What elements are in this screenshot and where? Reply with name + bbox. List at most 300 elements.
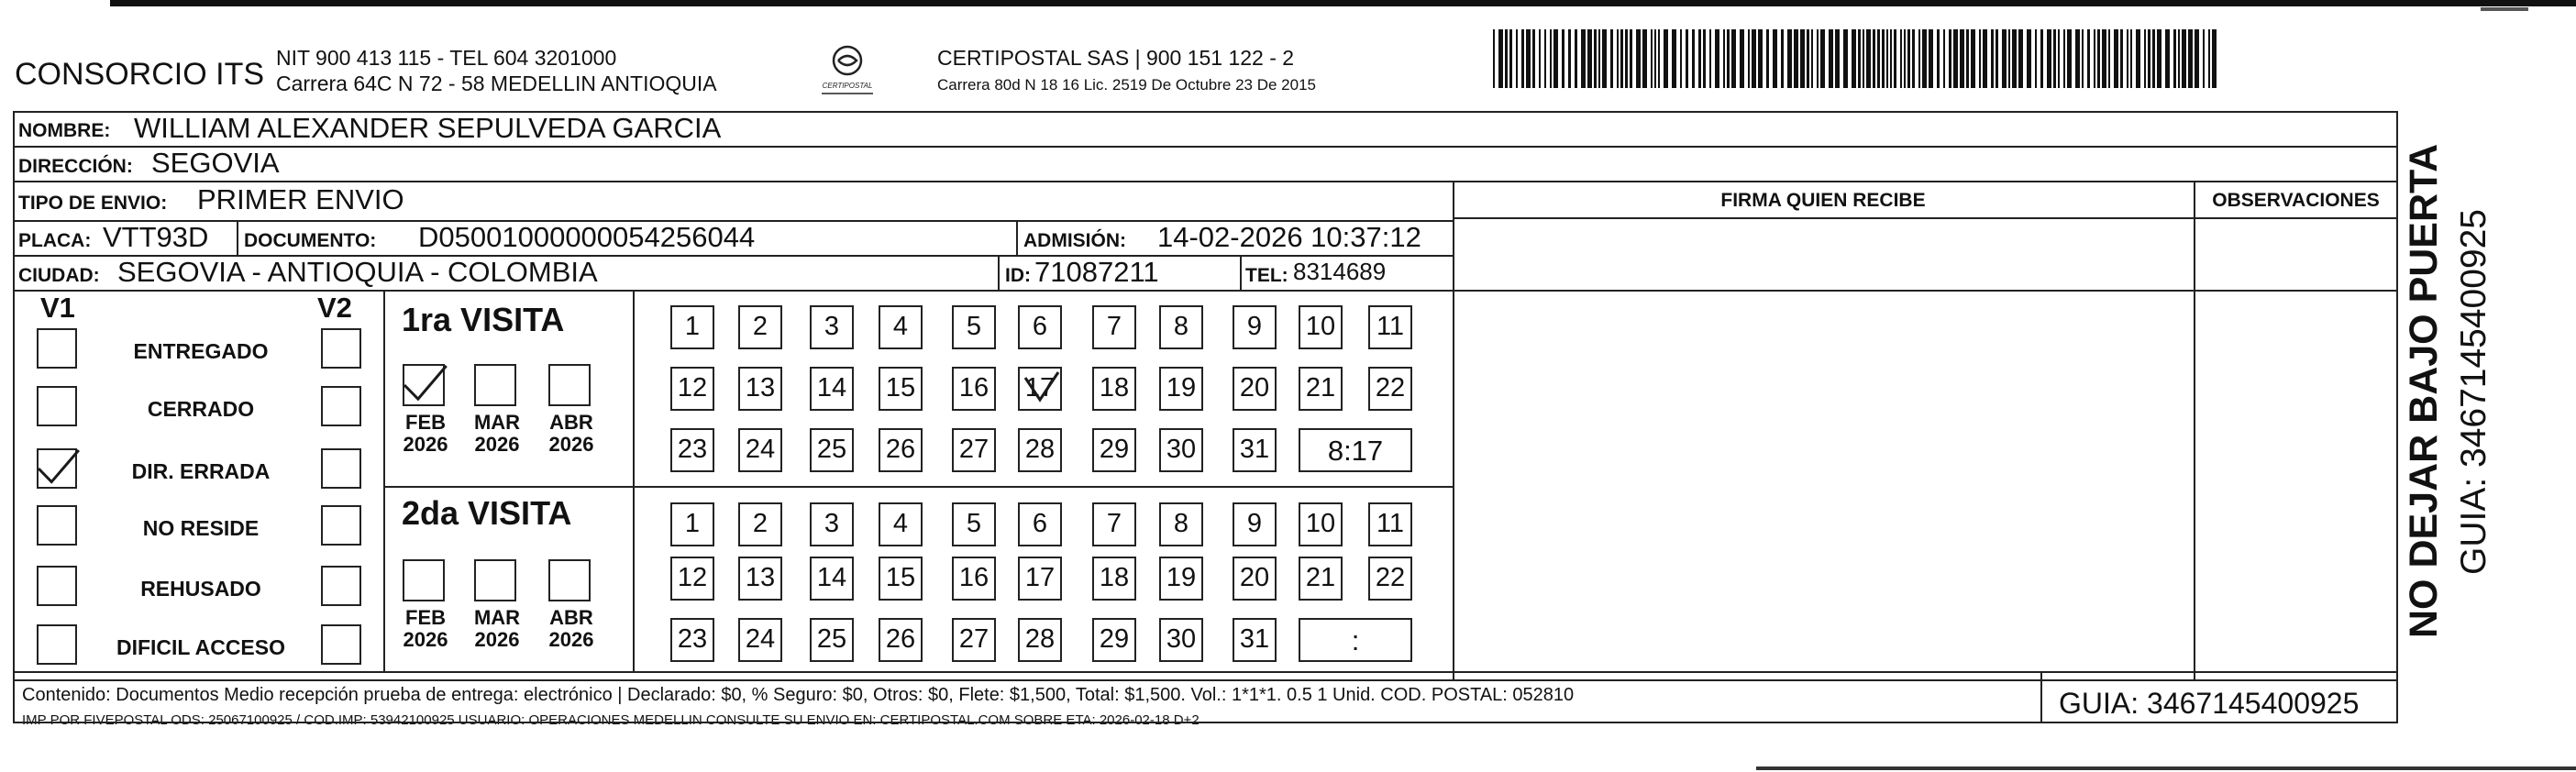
first-visit-month-year: 2026: [403, 433, 448, 456]
first-visit-month-year: 2026: [474, 433, 520, 456]
second-visit-month-year: 2026: [403, 628, 448, 651]
barcode-bar: [2114, 29, 2118, 88]
barcode-bar: [2082, 29, 2084, 88]
footer-guia: GUIA: 3467145400925: [2059, 687, 2360, 720]
barcode-bar: [1731, 29, 1736, 88]
first-visit-day-box[interactable]: [1092, 367, 1136, 411]
barcode-bar: [2130, 29, 2132, 88]
v1-checkbox[interactable]: [37, 624, 77, 665]
second-visit-day-box[interactable]: [1092, 502, 1136, 546]
v2-checkbox[interactable]: [321, 328, 361, 369]
barcode-bar: [1918, 29, 1920, 88]
first-visit-day-box[interactable]: [810, 367, 854, 411]
barcode-bar: [1953, 29, 1958, 88]
nombre-value: WILLIAM ALEXANDER SEPULVEDA GARCIA: [134, 112, 722, 144]
barcode-bar: [2127, 29, 2128, 88]
day-number: 31: [1239, 624, 1270, 654]
barcode-bar: [2027, 29, 2031, 88]
barcode: [1493, 29, 2220, 88]
tipo-envio-value: PRIMER ENVIO: [197, 183, 404, 215]
first-visit-day-box[interactable]: [670, 428, 714, 472]
ciudad-label: CIUDAD:: [18, 265, 100, 286]
check-mark-icon: [401, 360, 450, 410]
day-number: 21: [1305, 373, 1336, 403]
barcode-bar: [1852, 29, 1856, 88]
check-mark-icon: [1020, 369, 1064, 413]
barcode-bar: [2067, 29, 2072, 88]
second-visit-day-box[interactable]: [879, 502, 923, 546]
barcode-bar: [1843, 29, 1848, 88]
day-number: 4: [892, 312, 909, 341]
first-visit-day-box[interactable]: [879, 305, 923, 349]
barcode-bar: [1532, 29, 1535, 88]
barcode-bar: [1493, 29, 1495, 88]
barcode-bar: [1610, 29, 1613, 88]
address-line: Carrera 64C N 72 - 58 MEDELLIN ANTIOQUIA: [276, 72, 717, 95]
barcode-bar: [2012, 29, 2017, 88]
second-visit-day-box[interactable]: [810, 557, 854, 601]
barcode-bar: [1539, 29, 1541, 88]
barcode-bar: [1516, 29, 1518, 88]
first-visit-day-box[interactable]: [952, 367, 996, 411]
day-number: 13: [745, 373, 776, 403]
barcode-bar: [1781, 29, 1784, 88]
documento-label: DOCUMENTO:: [244, 230, 377, 251]
barcode-bar: [1686, 29, 1688, 88]
barcode-bar: [2208, 29, 2210, 88]
barcode-bar: [2178, 29, 2180, 88]
barcode-bar: [1703, 29, 1706, 88]
barcode-bar: [1979, 29, 1981, 88]
day-number: 8: [1173, 509, 1189, 538]
barcode-bar: [2063, 29, 2065, 88]
day-number: 29: [1099, 435, 1130, 464]
v2-checkbox[interactable]: [321, 624, 361, 665]
second-visit-day-box[interactable]: [670, 557, 714, 601]
barcode-bar: [1594, 29, 1597, 88]
barcode-bar: [1807, 29, 1809, 88]
barcode-bar: [2053, 29, 2056, 88]
barcode-bar: [1562, 29, 1564, 88]
second-visit-month-name: FEB: [405, 606, 446, 629]
day-number: 24: [745, 435, 776, 464]
status-label: NO RESIDE: [142, 516, 260, 540]
second-visit-day-box[interactable]: [1159, 502, 1203, 546]
day-number: 15: [885, 563, 916, 592]
second-visit-day-box[interactable]: [670, 502, 714, 546]
barcode-bar: [1553, 29, 1558, 88]
v2-header: V2: [317, 292, 352, 324]
second-visit-day-box[interactable]: [1018, 557, 1062, 601]
second-visit-day-box[interactable]: [952, 557, 996, 601]
day-number: 28: [1024, 435, 1056, 464]
barcode-bar: [1937, 29, 1940, 88]
tel-label: TEL:: [1245, 265, 1288, 286]
v2-checkbox[interactable]: [321, 566, 361, 606]
v1-header: V1: [40, 292, 75, 324]
barcode-bar: [1820, 29, 1825, 88]
barcode-bar: [1498, 29, 1503, 88]
barcode-bar: [2148, 29, 2150, 88]
barcode-bar: [2075, 29, 2080, 88]
first-visit-day-box[interactable]: [738, 428, 782, 472]
nombre-label: NOMBRE:: [18, 120, 111, 141]
barcode-bar: [1692, 29, 1695, 88]
v2-checkbox[interactable]: [321, 505, 361, 546]
barcode-bar: [1858, 29, 1861, 88]
first-visit-day-box[interactable]: [1233, 428, 1277, 472]
first-visit-month-name: FEB: [405, 411, 446, 434]
day-number: 20: [1239, 563, 1270, 592]
barcode-bar: [1727, 29, 1730, 88]
status-label: DIFICIL ACCESO: [116, 635, 285, 659]
barcode-bar: [1625, 29, 1628, 88]
observaciones-header: OBSERVACIONES: [2212, 190, 2380, 211]
second-visit-day-box[interactable]: [952, 618, 996, 662]
first-visit-day-box[interactable]: [1368, 305, 1412, 349]
first-visit-month-year: 2026: [548, 433, 594, 456]
barcode-bar: [2182, 29, 2186, 88]
day-number: 18: [1099, 373, 1130, 403]
first-visit-day-box[interactable]: [879, 428, 923, 472]
day-number: 19: [1166, 373, 1197, 403]
day-number: 16: [958, 563, 989, 592]
v1-checkbox[interactable]: [37, 386, 77, 426]
second-visit-day-box[interactable]: [670, 618, 714, 662]
scan-edge-top: [110, 0, 2576, 6]
second-visit-month-year: 2026: [548, 628, 594, 651]
first-visit-day-box[interactable]: [1159, 367, 1203, 411]
barcode-bar: [2165, 29, 2170, 88]
first-visit-day-box[interactable]: [1299, 305, 1343, 349]
barcode-bar: [2094, 29, 2095, 88]
day-number: 9: [1246, 312, 1263, 341]
barcode-bar: [1900, 29, 1902, 88]
barcode-bar: [1709, 29, 1711, 88]
barcode-bar: [1617, 29, 1619, 88]
barcode-bar: [1698, 29, 1701, 88]
status-label: DIR. ERRADA: [131, 459, 271, 483]
first-visit-day-box[interactable]: [810, 305, 854, 349]
barcode-bar: [1752, 29, 1756, 88]
day-number: 23: [677, 624, 708, 654]
second-visit-day-box[interactable]: [1368, 502, 1412, 546]
certipostal-line1: CERTIPOSTAL SAS | 900 151 122 - 2: [937, 46, 1295, 70]
first-visit-day-box[interactable]: [738, 305, 782, 349]
barcode-bar: [1758, 29, 1763, 88]
barcode-bar: [1630, 29, 1632, 88]
day-number: 19: [1166, 563, 1197, 592]
first-visit-day-box[interactable]: [1159, 305, 1203, 349]
second-visit-month-box[interactable]: [474, 559, 516, 601]
barcode-bar: [1886, 29, 1888, 88]
barcode-bar: [1748, 29, 1750, 88]
second-visit-month-box[interactable]: [403, 559, 445, 601]
barcode-bar: [1568, 29, 1571, 88]
second-visit-day-box[interactable]: [879, 618, 923, 662]
day-number: 10: [1305, 509, 1336, 538]
check-mark-icon: [35, 445, 83, 492]
barcode-bar: [1811, 29, 1813, 88]
barcode-bar: [1863, 29, 1864, 88]
barcode-bar: [1740, 29, 1744, 88]
day-number: 27: [958, 624, 989, 654]
day-number: 26: [885, 435, 916, 464]
day-number: 6: [1032, 509, 1048, 538]
day-number: 26: [885, 624, 916, 654]
barcode-bar: [1894, 29, 1896, 88]
barcode-bar: [2087, 29, 2090, 88]
barcode-bar: [1544, 29, 1546, 88]
first-visit-day-box[interactable]: [1233, 367, 1277, 411]
corner-mark: [2481, 7, 2528, 11]
second-visit-time-box[interactable]: [1299, 618, 1412, 662]
first-visit-month-box[interactable]: [474, 364, 516, 406]
day-number: 31: [1239, 435, 1270, 464]
first-visit-day-box[interactable]: [952, 428, 996, 472]
status-label: ENTREGADO: [133, 339, 269, 363]
barcode-bar: [1943, 29, 1945, 88]
barcode-bar: [1636, 29, 1641, 88]
v1-checkbox[interactable]: [37, 566, 77, 606]
day-number: 10: [1305, 312, 1336, 341]
first-visit-day-box[interactable]: [738, 367, 782, 411]
admision-label: ADMISIÓN:: [1023, 230, 1126, 251]
barcode-bar: [1664, 29, 1668, 88]
day-number: 12: [677, 563, 708, 592]
barcode-bar: [2144, 29, 2146, 88]
day-number: 8: [1173, 312, 1189, 341]
barcode-bar: [2152, 29, 2155, 88]
second-visit-day-box[interactable]: [1299, 502, 1343, 546]
barcode-bar: [1598, 29, 1600, 88]
barcode-bar: [1996, 29, 1998, 88]
barcode-bar: [1787, 29, 1792, 88]
first-visit-day-box[interactable]: [1368, 367, 1412, 411]
footer-contents: Contenido: Documentos Medio recepción prueba de entrega: electrónico | Declarado: $0, % Seguro: $0, Otros: $0, Flete: $1,500, Total: $1,500. Vol.: 1*1*1. 0.5 1 Unid. COD. POSTAL: 052810: [22, 685, 1575, 705]
barcode-bar: [1991, 29, 1994, 88]
firma-header: FIRMA QUIEN RECIBE: [1720, 190, 1926, 211]
barcode-bar: [1658, 29, 1660, 88]
barcode-bar: [1794, 29, 1798, 88]
barcode-bar: [2047, 29, 2051, 88]
first-visit-day-box[interactable]: [1092, 305, 1136, 349]
second-visit-month-year: 2026: [474, 628, 520, 651]
first-visit-month-box[interactable]: [403, 364, 445, 406]
day-number: 9: [1246, 509, 1263, 538]
second-visit-day-box[interactable]: [1233, 618, 1277, 662]
barcode-bar: [2136, 29, 2140, 88]
second-visit-day-box[interactable]: [1159, 618, 1203, 662]
v2-checkbox[interactable]: [321, 448, 361, 489]
barcode-bar: [2173, 29, 2176, 88]
visit-time: 8:17: [1327, 435, 1384, 467]
day-number: 11: [1376, 509, 1405, 538]
day-number: 1: [684, 312, 701, 341]
day-number: 5: [966, 509, 982, 538]
second-visit-month-name: ABR: [549, 606, 593, 629]
side-guia: GUIA: 3467145400925: [2454, 209, 2493, 575]
day-number: 22: [1375, 373, 1406, 403]
second-visit-month-box[interactable]: [548, 559, 591, 601]
day-number: 14: [816, 373, 847, 403]
day-number: 24: [745, 624, 776, 654]
barcode-bar: [1602, 29, 1607, 88]
barcode-bar: [1890, 29, 1892, 88]
barcode-bar: [1581, 29, 1586, 88]
id-label: ID:: [1005, 265, 1031, 286]
day-number: 12: [677, 373, 708, 403]
first-visit-day-box[interactable]: [1018, 305, 1062, 349]
second-visit-day-box[interactable]: [738, 618, 782, 662]
first-visit-day-box[interactable]: [1018, 367, 1062, 411]
nit-line: NIT 900 413 115 - TEL 604 3201000: [276, 46, 617, 70]
barcode-bar: [1642, 29, 1647, 88]
barcode-bar: [1907, 29, 1910, 88]
day-number: 25: [816, 435, 847, 464]
first-visit-day-box[interactable]: [810, 428, 854, 472]
barcode-bar: [1829, 29, 1833, 88]
first-visit-month-box[interactable]: [548, 364, 591, 406]
second-visit-title: 2da VISITA: [402, 494, 572, 532]
day-number: 28: [1024, 624, 1056, 654]
barcode-bar: [1715, 29, 1719, 88]
barcode-bar: [2157, 29, 2161, 88]
barcode-bar: [2120, 29, 2123, 88]
second-visit-day-box[interactable]: [1092, 618, 1136, 662]
day-number: 3: [824, 509, 840, 538]
first-visit-day-box[interactable]: [1233, 305, 1277, 349]
barcode-bar: [1971, 29, 1975, 88]
placa-label: PLACA:: [18, 230, 92, 251]
barcode-bar: [2035, 29, 2037, 88]
barcode-bar: [1922, 29, 1927, 88]
second-visit-day-box[interactable]: [1233, 502, 1277, 546]
barcode-bar: [1654, 29, 1656, 88]
barcode-bar: [2040, 29, 2043, 88]
second-visit-day-box[interactable]: [879, 557, 923, 601]
barcode-bar: [2097, 29, 2100, 88]
second-visit-day-box[interactable]: [1299, 557, 1343, 601]
first-visit-month-name: ABR: [549, 411, 593, 434]
v1-checkbox[interactable]: [37, 328, 77, 369]
barcode-bar: [2102, 29, 2106, 88]
day-number: 1: [684, 509, 701, 538]
second-visit-day-box[interactable]: [1018, 502, 1062, 546]
v1-checkbox[interactable]: [37, 505, 77, 546]
barcode-bar: [2108, 29, 2110, 88]
barcode-bar: [1882, 29, 1885, 88]
status-label: REHUSADO: [140, 577, 261, 601]
barcode-bar: [1800, 29, 1805, 88]
second-visit-day-box[interactable]: [952, 502, 996, 546]
tel-value: 8314689: [1293, 258, 1387, 285]
first-visit-day-box[interactable]: [1159, 428, 1203, 472]
second-visit-day-box[interactable]: [1233, 557, 1277, 601]
second-visit-day-box[interactable]: [738, 557, 782, 601]
day-number: 15: [885, 373, 916, 403]
barcode-bar: [1550, 29, 1552, 88]
day-number: 14: [816, 563, 847, 592]
barcode-bar: [2203, 29, 2205, 88]
day-number: 3: [824, 312, 840, 341]
day-number: 29: [1099, 624, 1130, 654]
day-number: 17: [1024, 563, 1056, 592]
first-visit-day-box[interactable]: [670, 305, 714, 349]
first-visit-month-name: MAR: [473, 411, 521, 434]
day-number: 11: [1376, 312, 1405, 341]
day-number: 13: [745, 563, 776, 592]
first-visit-day-box[interactable]: [1299, 367, 1343, 411]
barcode-bar: [1966, 29, 1969, 88]
day-number: 16: [958, 373, 989, 403]
barcode-bar: [2212, 29, 2217, 88]
barcode-bar: [2058, 29, 2060, 88]
day-number: 4: [892, 509, 909, 538]
barcode-bar: [1521, 29, 1524, 88]
first-visit-day-box[interactable]: [1018, 428, 1062, 472]
barcode-bar: [1929, 29, 1933, 88]
first-visit-day-box[interactable]: [879, 367, 923, 411]
ciudad-value: SEGOVIA - ANTIOQUIA - COLOMBIA: [117, 256, 598, 288]
barcode-bar: [1526, 29, 1531, 88]
barcode-bar: [2008, 29, 2010, 88]
direccion-value: SEGOVIA: [151, 147, 280, 179]
first-visit-time-box[interactable]: [1299, 428, 1412, 472]
day-number: 23: [677, 435, 708, 464]
day-number: 2: [752, 312, 768, 341]
barcode-bar: [1587, 29, 1592, 88]
side-warning: NO DEJAR BAJO PUERTA: [2402, 143, 2446, 638]
day-number: 17: [1024, 373, 1056, 403]
barcode-bar: [1505, 29, 1508, 88]
day-number: 22: [1375, 563, 1406, 592]
tipo-envio-label: TIPO DE ENVIO:: [18, 193, 168, 214]
barcode-bar: [1672, 29, 1676, 88]
direccion-label: DIRECCIÓN:: [18, 156, 133, 177]
second-visit-day-box[interactable]: [1368, 557, 1412, 601]
barcode-bar: [1773, 29, 1777, 88]
barcode-bar: [2002, 29, 2007, 88]
barcode-bar: [1904, 29, 1906, 88]
admision-value: 14-02-2026 10:37:12: [1157, 221, 1421, 253]
second-visit-day-box[interactable]: [1018, 618, 1062, 662]
barcode-bar: [1651, 29, 1653, 88]
status-label: CERRADO: [147, 397, 255, 421]
barcode-bar: [1983, 29, 1987, 88]
barcode-bar: [1817, 29, 1819, 88]
barcode-bar: [1877, 29, 1880, 88]
first-visit-day-box[interactable]: [1092, 428, 1136, 472]
v2-checkbox[interactable]: [321, 386, 361, 426]
day-number: 30: [1166, 435, 1197, 464]
svg-text:CERTIPOSTAL: CERTIPOSTAL: [822, 82, 873, 90]
footer-print-info: IMP POR FIVEPOSTAL ODS: 25067100925 / COD.IMP: 53942100925 USUARIO: OPERACIONES MEDELLIN CONSULTE SU ENVIO EN: CERTIPOSTAL.COM SOBRE ETA: 2026-02-18 D+2: [22, 712, 1200, 728]
second-visit-day-box[interactable]: [810, 502, 854, 546]
barcode-bar: [1912, 29, 1915, 88]
day-number: 27: [958, 435, 989, 464]
second-visit-day-box[interactable]: [1092, 557, 1136, 601]
day-number: 30: [1166, 624, 1197, 654]
second-visit-day-box[interactable]: [1159, 557, 1203, 601]
first-visit-day-box[interactable]: [952, 305, 996, 349]
first-visit-day-box[interactable]: [670, 367, 714, 411]
v1-checkbox[interactable]: [37, 448, 77, 489]
second-visit-day-box[interactable]: [738, 502, 782, 546]
barcode-bar: [1873, 29, 1875, 88]
second-visit-day-box[interactable]: [810, 618, 854, 662]
documento-value: D05001000000054256044: [418, 221, 756, 253]
